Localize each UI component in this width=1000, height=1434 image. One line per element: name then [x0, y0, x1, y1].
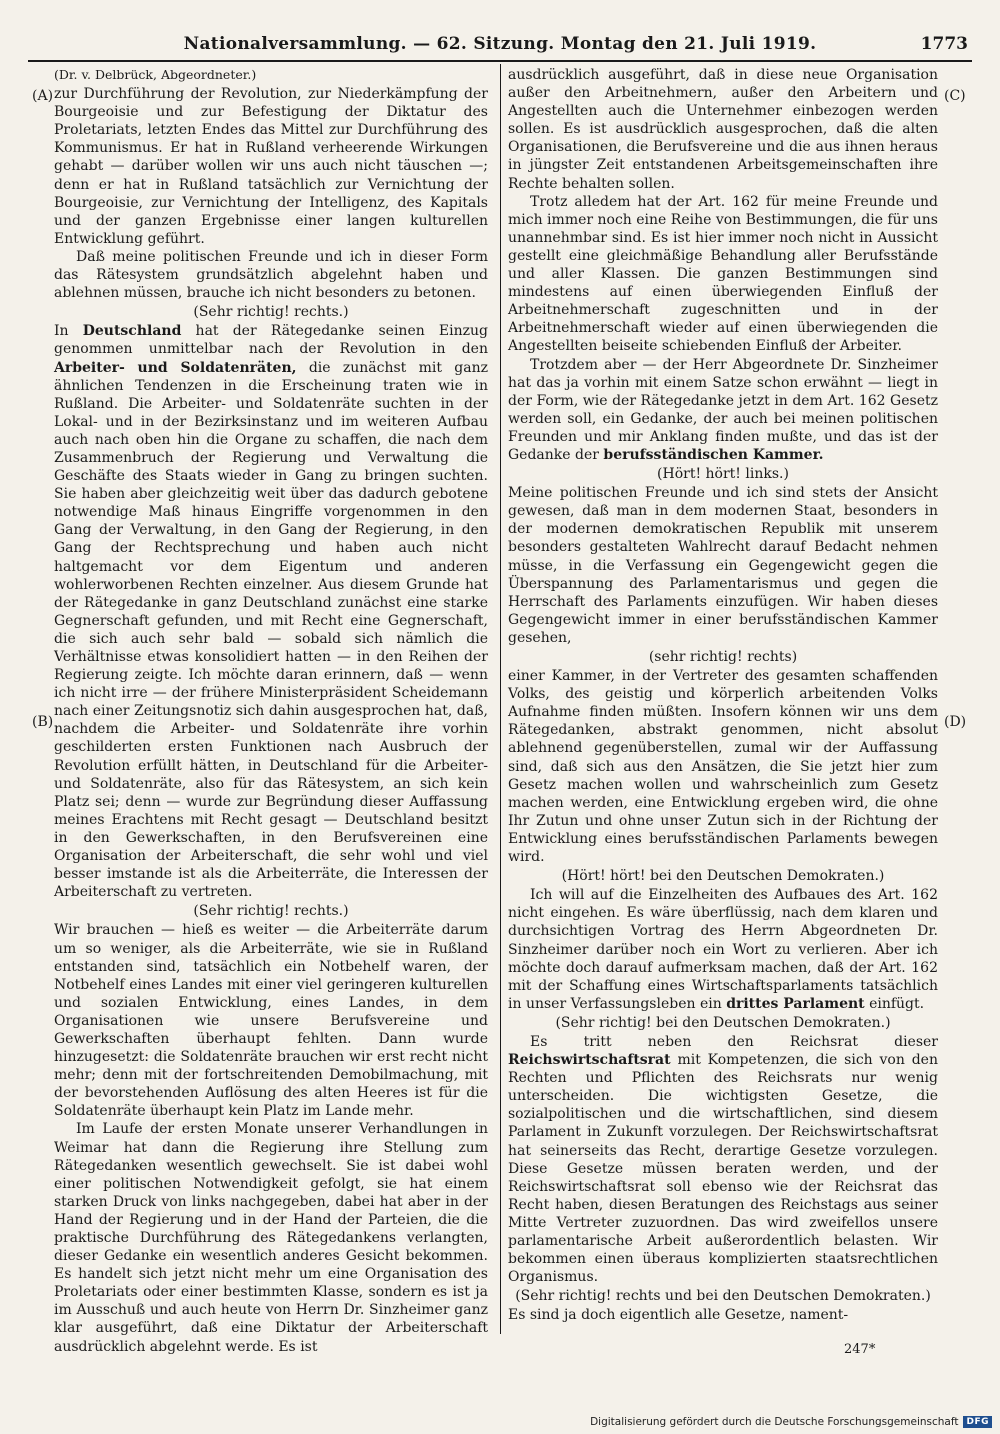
paragraph: Trotzdem aber — der Herr Abgeordnete Dr. Sinzheimer hat das ja vorhin mit einem Satze schon erwähnt — liegt in der Form, wie der Rätegedanke jetzt in dem Art. 162 Gesetz werden soll, ein Gedanke, der auch bei meinen politischen Freunden und mir Anklang finden mußte, und das ist der Gedanke der berufsständischen Kammer.: [508, 356, 938, 463]
paragraph: Ich will auf die Einzelheiten des Aufbaues des Art. 162 nicht eingehen. Es wäre überflüssig, nach dem klaren und durchsichtigen Vortrag des Herrn Abgeordneten Dr. Sinzheimer darüber noch ein Wort zu verlieren. Aber ich möchte doch darauf aufmerksam machen, daß der Art. 162 mit der Schaffung eines Wirtschaftsparlaments tatsächlich in unser Verfassungsleben ein drittes Parlament einfügt.: [508, 887, 938, 1012]
left-column: [54, 66, 488, 1355]
paragraph: Meine politischen Freunde und ich sind stets der Ansicht gewesen, daß man in dem modernen Staat, besonders in der modernen demokratischen Republik mit unserem besonders gestalteten Wahlrecht darauf Bedacht nehmen müsse, in die Verfassung ein Gegengewicht gegen die Überspannung des Parlamentarismus und gegen die Herrschaft des Parlaments einzufügen. Wir haben dieses Gegengewicht immer in einer berufsständischen Kammer gesehen,: [508, 485, 938, 646]
interjection: (Hört! hört! links.): [657, 466, 789, 483]
column-divider: [500, 64, 501, 1334]
speaker-line: (Dr. v. Delbrück, Abgeordneter.): [54, 67, 257, 82]
page-header: [28, 30, 972, 62]
emphasis: Deutschland: [82, 323, 182, 340]
right-column: [508, 66, 938, 1340]
dfg-logo-icon: DFG: [963, 1416, 992, 1428]
running-title: Nationalversammlung. — 62. Sitzung. Montag den 21. Juli 1919.: [183, 34, 817, 54]
paragraph: ausdrücklich ausgeführt, daß in diese neue Organisation außer den Arbeitnehmern, außer den Arbeitern und Angestellten auch die Unternehmer einbezogen werden sollen. Es ist ausdrücklich ausgesprochen, daß die alten Organisationen, die Berufsvereine und die aus ihnen heraus in jüngster Zeit entstandenen Arbeitsgemeinschaften ihre Rechte behalten sollen.: [508, 67, 938, 192]
paragraph: Im Laufe der ersten Monate unserer Verhandlungen in Weimar hat dann die Regierung ihre Stellung zum Rätegedanken wesentlich gewechselt. Sie ist dabei wohl einer politischen Notwendigkeit gefolgt, sie hat einem starken Druck von links nachgegeben, dabei hat aber in der Hand der Regierung und in der Hand der Parteien, die die praktische Durchführung des Rätegedankens verlangten, dieser Gedanke ein wesentlich anderes Gesicht bekommen. Es handelt sich jetzt nicht mehr um eine Organisation des Proletariats oder einer bestimmten Klasse, sondern es ist ja im Ausschuß und auch heute von Herrn Dr. Sinzheimer ganz klar ausgeführt, daß eine Diktatur der Arbeiterschaft ausdrücklich abgelehnt werde. Es ist: [54, 1121, 488, 1355]
interjection: (Sehr richtig! rechts und bei den Deutschen Demokraten.): [515, 1288, 931, 1305]
margin-marker-d: (D): [944, 714, 967, 730]
signature-mark: 247*: [844, 1342, 876, 1357]
interjection: (sehr richtig! rechts): [648, 649, 798, 665]
paragraph: Es tritt neben den Reichsrat dieser Reichswirtschaftsrat mit Kompetenzen, die sich von den Rechten und Pflichten des Reichsrats nur wenig unterscheiden. Die wichtigsten Gesetze, die sozialpolitischen und die wirtschaftlichen, sind diesem Parlament in Zukunft vorzulegen. Der Reichswirtschaftsrat hat seinerseits das Recht, derartige Gesetze vorzulegen. Diese Gesetze müssen beraten werden, und der Reichswirtschaftsrat soll ebenso wie der Reichsrat das Recht haben, diesen Beratungen des Reichstags aus seiner Mitte Vertreter zuzuordnen. Das wird zweifellos unsere parlamentarische Arbeit außerordentlich belasten. Wir bekommen einen überaus komplizierten staatsrechtlichen Organismus.: [508, 1033, 938, 1286]
paragraph: In Deutschland hat der Rätegedanke seinen Einzug genommen unmittelbar nach der Revolution in den Arbeiter- und Soldatenräten, die zunächst mit ganz ähnlichen Tendenzen in die Erscheinung traten wie in Rußland. Die Arbeiter- und Soldatenräte suchten in der Lokal- und in der Bezirksinstanz und im weiteren Aufbau auch nach oben hin die Organe zu schaffen, die nach dem Zusammenbruch der Regierung und Verwaltung die Geschäfte des Staats wieder in Gang zu bringen suchten. Sie haben aber gleichzeitig weit über das dadurch gebotene notwendige Maß hinaus Eingriffe vorgenommen in den Gang der Verwaltung, in den Gang der Regierung, in den Gang der Rechtsprechung und haben auch nicht haltgemacht vor dem Eigentum und anderen wohlerworbenen Rechten einzelner. Aus diesem Grunde hat der Rätegedanke in ganz Deutschland zunächst eine starke Gegnerschaft gefunden, und mit Recht eine Gegnerschaft, die sich auch sehr bald — sobald sich nämlich die Verhältnisse etwas konsolidiert hatten — in den Reihen der Regierung zeigte. Ich möchte daran erinnern, daß — wenn ich nicht irre — der frühere Ministerpräsident Scheidemann nach einer Zeitungsnotiz sich dahin ausgesprochen hat, daß, nachdem die Arbeiter- und Soldatenräte ihre vorhin geschilderten ersten Funktionen nach Ausbruch der Revolution erfüllt hätten, in Deutschland für die Arbeiter- und Soldatenräte, also für das Rätesystem, an sich kein Platz sei; denn — wurde zur Begründung dieser Auffassung meines Erachtens mit Recht gesagt — Deutschland besitzt in den Gewerkschaften, in den Berufsvereinen eine Organisation der Arbeiterschaft, die sehr wohl und viel besser imstande ist als die Arbeiterräte, die Interessen der Arbeiterschaft zu vertreten.: [54, 323, 488, 901]
interjection: (Sehr richtig! rechts.): [193, 903, 349, 920]
emphasis: Reichswirtschaftsrat: [508, 1052, 671, 1069]
emphasis: berufsständischen Kammer.: [603, 446, 824, 463]
digitization-footer: [590, 1416, 992, 1428]
paragraph: Trotz alledem hat der Art. 162 für meine Freunde und mich immer noch eine Reihe von Bestimmungen, die für uns unannehmbar sind. Es ist hier immer noch nicht in Aussicht gestellt eine gleichmäßige Behandlung aller Berufsstände und aller Klassen. Die ganzen Bestimmungen sind mindestens auf einen überwiegenden Einfluß der Arbeitnehmerschaft zugeschnitten und in der Arbeitnehmerschaft wieder auf einen überwiegenden die Angestellten beiseite schiebenden Einfluß der Arbeiter.: [508, 193, 938, 355]
footer-text: Digitalisierung gefördert durch die Deutsche Forschungsgemeinschaft: [590, 1416, 959, 1428]
margin-marker-a: (A): [32, 88, 54, 104]
paragraph: einer Kammer, in der Vertreter des gesamten schaffenden Volks, des geistig und körperlich arbeitenden Volks Aufnahme finden müßten. Insofern können wir uns dem Rätegedanken, abstrakt genommen, nicht absolut ablehnend gegenüberstellen, zumal wir der Auffassung sind, daß sich aus den Ansätzen, die Sie jetzt hier zum Gesetz machen wollen und wahrscheinlich zum Gesetz machen werden, eine Entwicklung ergeben wird, die ohne Ihr Zutun und ohne unser Zutun sich in der Richtung der Entwicklung eines berufsständischen Parlaments bewegen wird.: [508, 668, 938, 866]
paragraph: Daß meine politischen Freunde und ich in dieser Form das Rätesystem grundsätzlich abgelehnt haben und ablehnen müssen, brauche ich nicht besonders zu betonen.: [54, 248, 488, 302]
emphasis: Arbeiter- und Soldatenräten,: [54, 359, 297, 376]
paragraph: zur Durchführung der Revolution, zur Niederkämpfung der Bourgeoisie und zur Befestigung der Diktatur des Proletariats, letzten Endes das Mittel zur Durchführung des Kommunismus. Er hat in Rußland verheerende Wirkungen gehabt — darüber wollen wir uns auch nicht täuschen —; denn er hat in Rußland tatsächlich zur Vernichtung der Bourgeoisie, zur Vernichtung der Intelligenz, des Kapitals und der ganzen Ergebnisse einer langen kulturellen Entwicklung geführt.: [54, 86, 488, 247]
margin-marker-b: (B): [32, 714, 54, 730]
interjection: (Hört! hört! bei den Deutschen Demokraten.): [561, 868, 885, 885]
page-number: 1773: [920, 34, 968, 54]
interjection: (Sehr richtig! bei den Deutschen Demokraten.): [555, 1014, 891, 1031]
margin-marker-c: (C): [944, 88, 966, 104]
interjection: (Sehr richtig! rechts.): [193, 304, 349, 321]
emphasis: drittes Parlament: [726, 995, 865, 1012]
paragraph: Wir brauchen — hieß es weiter — die Arbeiterräte darum um so weniger, als die Arbeiterräte, wie sie in Rußland entstanden sind, tatsächlich ein Notbehelf waren, der Notbehelf eines Landes mit einer viel geringeren kulturellen und sozialen Entwicklung, eines Landes, in dem Organisationen wie unsere Berufsvereine und Gewerkschaften überhaupt fehlten. Dann wurde hinzugesetzt: die Soldatenräte brauchen wir erst recht nicht mehr; denn mit der fortschreitenden Demobilmachung, mit der bevorstehenden Auflösung des alten Heeres ist für die Soldatenräte überhaupt kein Platz im Lande mehr.: [54, 922, 488, 1120]
paragraph: Es sind ja doch eigentlich alle Gesetze, nament-: [508, 1307, 849, 1324]
